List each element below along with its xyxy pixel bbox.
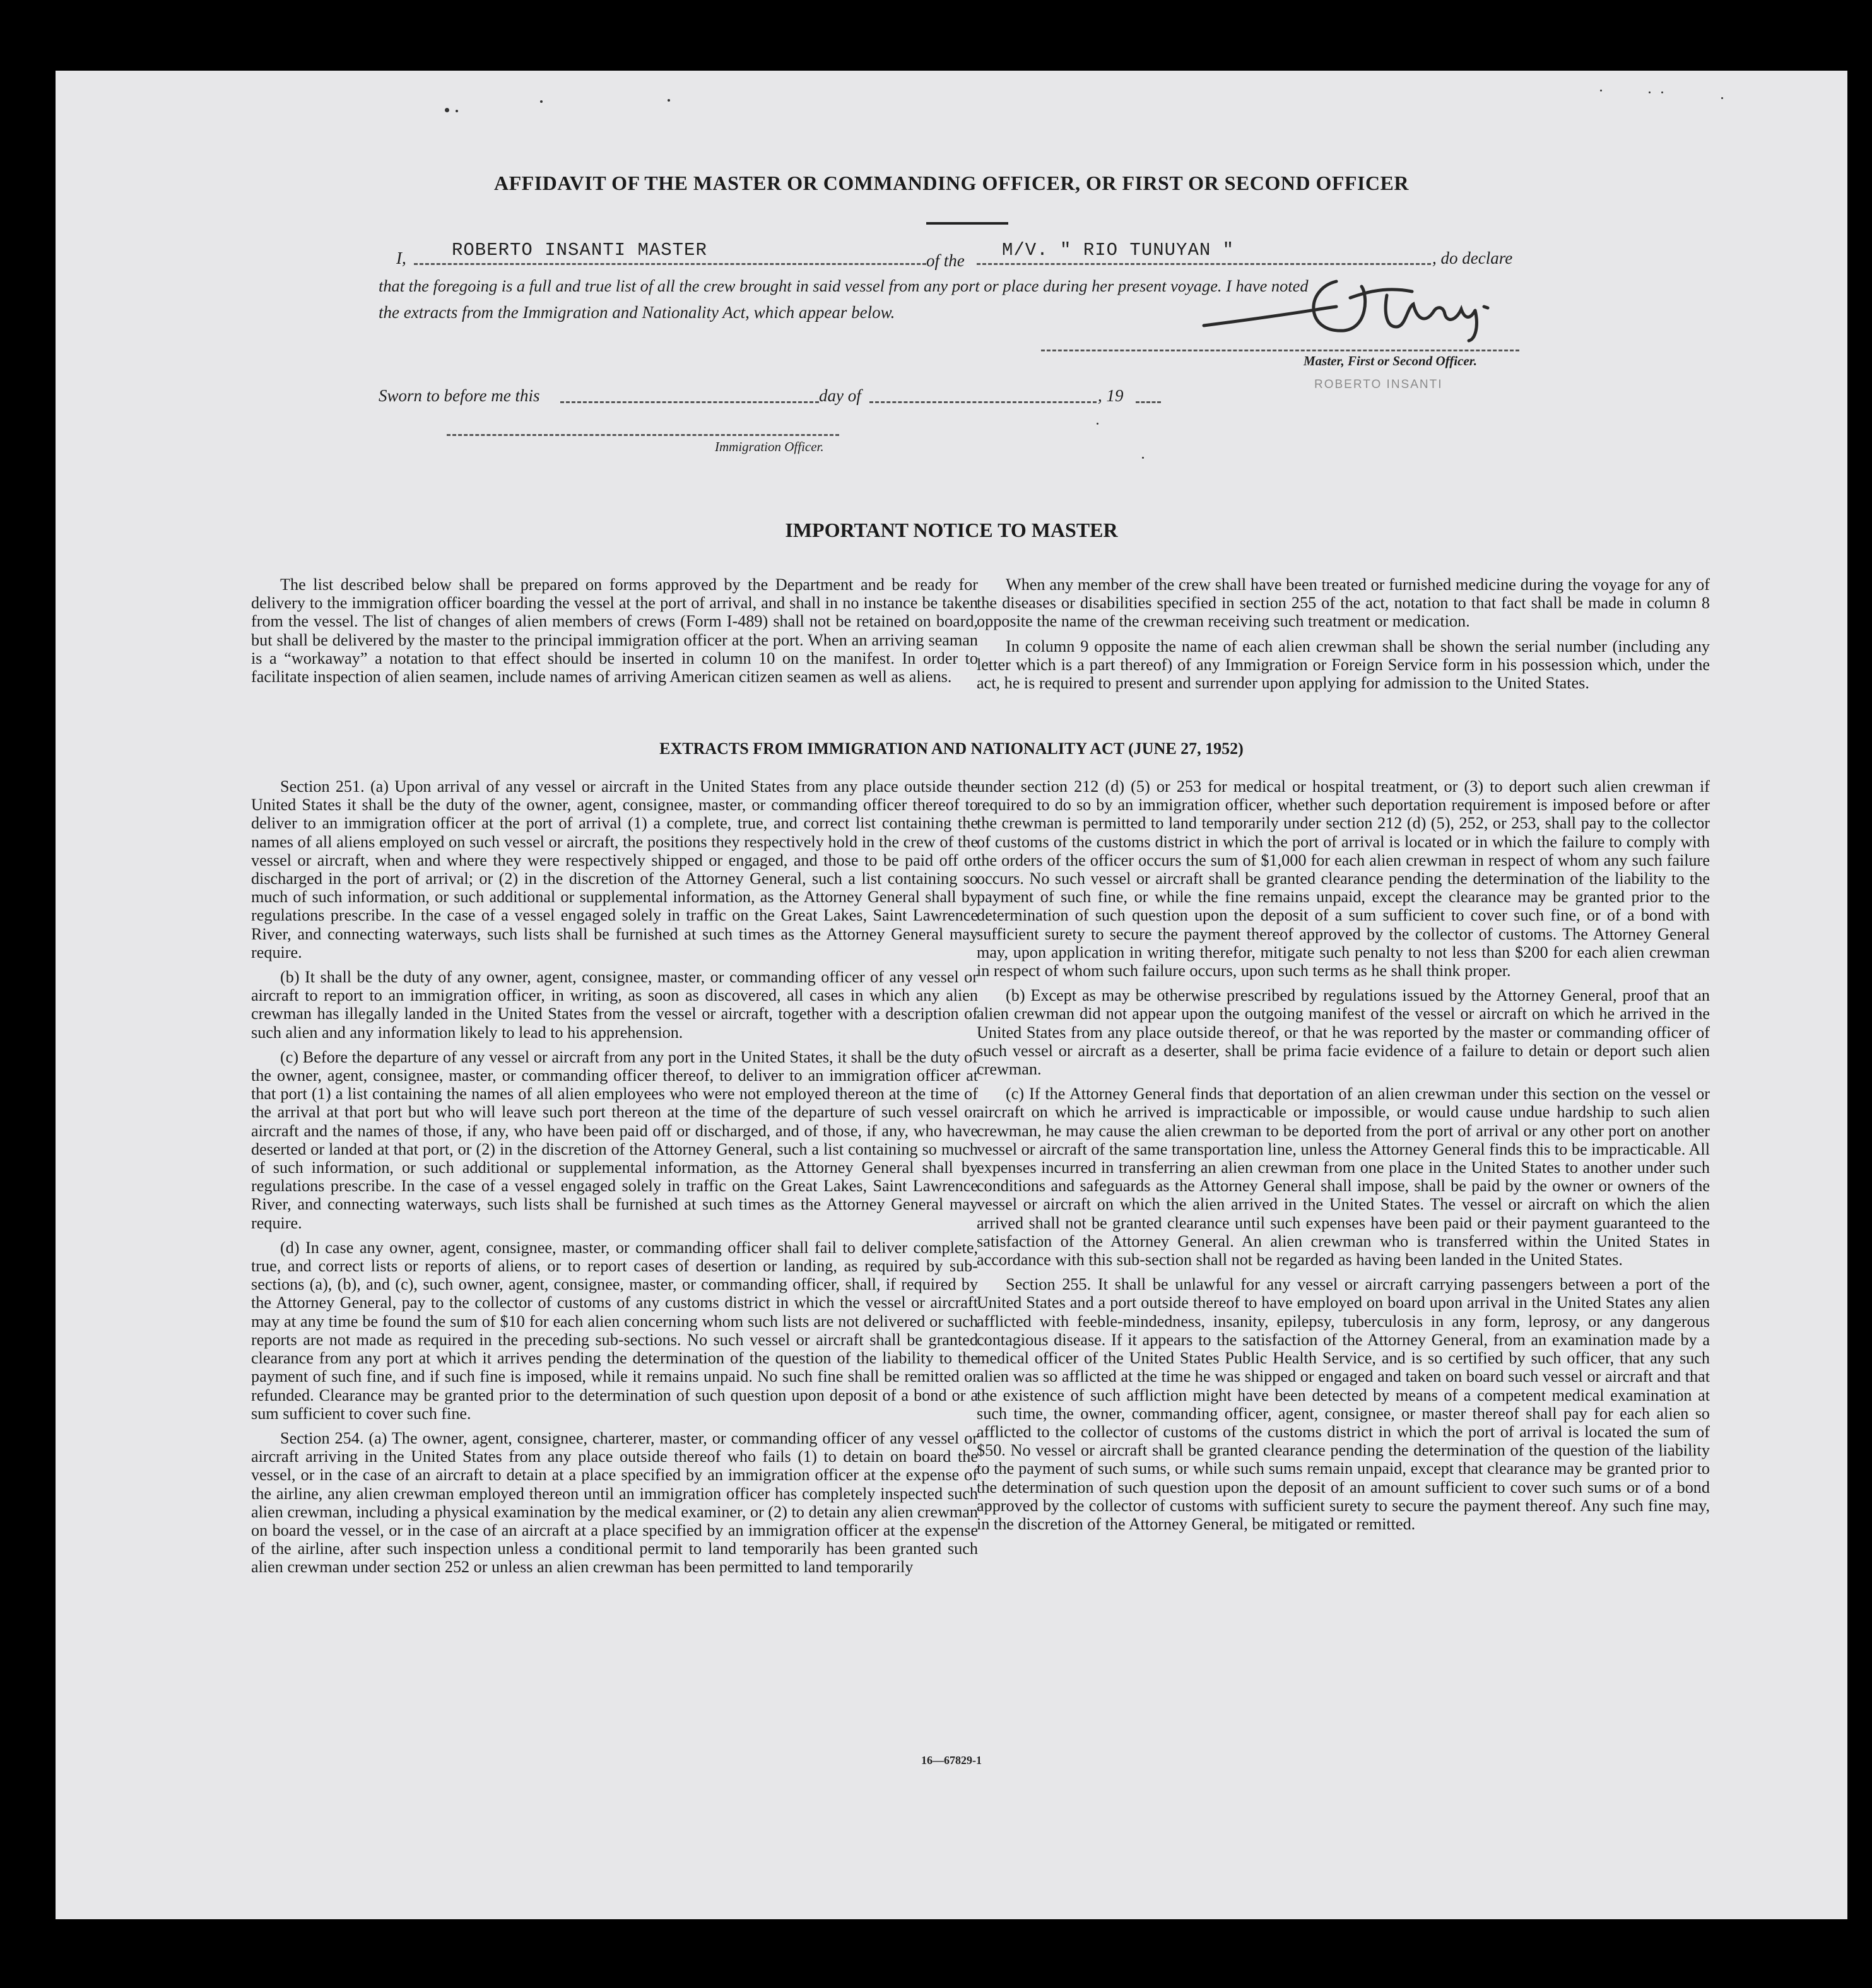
- year-label: , 19: [1098, 386, 1124, 405]
- act-paragraph: Section 255. It shall be unlawful for any vessel or aircraft carrying passengers between a port of the United States and a port outside thereof to have employed on board upon arrival in the United States any alien afflicted with feeble-mindedness, insanity, epilepsy, tuberculosis in any form, leprosy, or any dangerous contagious disease. If it appears to the satisfaction of the Attorney General, from an examination made by a medical officer of the United States Public Health Service, and is so certified by such officer, that any such alien was so afflicted at the time he was shipped or engaged and taken on board such vessel or aircraft and that the existence of such affliction might have been detected by means of a competent medical examination at such time, the owner, commanding officer, agent, consignee, or master thereof shall pay for each alien so afflicted to the collector of customs of the customs district in which the port of arrival is located the sum of $50. No vessel or aircraft shall be granted clearance pending the determination of the question of the liability to the payment of such sums, or while such sums remain unpaid, except that clearance may be granted prior to the determination of such question upon the deposit of an amount sufficient to cover such sums or of a bond approved by the collector of customs with sufficient surety to secure the payment thereof. Any such fine may, in the discretion of the Attorney General, be mitigated or remitted.: [977, 1275, 1710, 1533]
- notice-title: IMPORTANT NOTICE TO MASTER: [785, 519, 1118, 541]
- vessel-name-field: M/V. " RIO TUNUYAN ": [1002, 240, 1235, 261]
- notice-paragraph: In column 9 opposite the name of each alien crewman shall be shown the serial number (including any letter which is a part thereof) of any Immigration or Foreign Service form in his possession which, under the act, he is required to present and surrender upon applying for admission to the United States.: [977, 637, 1710, 693]
- act-paragraph: (d) In case any owner, agent, consignee, master, or commanding officer shall fail to deliver complete, true, and correct lists or reports of aliens, or to report cases of desertion or landing, as required by sub-sections (a), (b), and (c), such owner, agent, consignee, master, or commanding officer, shall, if required by the Attorney General, pay to the collector of customs of any customs district in which the vessel or aircraft may at any time be found the sum of $10 for each alien concerning whom such lists are not delivered or such reports are not made as required in the preceding sub-sections. No such vessel or aircraft shall be granted clearance from any port at which it arrives pending the determination of the question of the liability to the payment of such fine, and if such fine is imposed, while it remains unpaid. No such fine shall be remitted or refunded. Clearance may be granted prior to the determination of such question upon deposit of a bond or a sum sufficient to cover such fine.: [251, 1238, 978, 1423]
- affidavit-title: AFFIDAVIT OF THE MASTER OR COMMANDING OFFICER, OR FIRST OR SECOND OFFICER: [494, 172, 1409, 194]
- extracts-title: EXTRACTS FROM IMMIGRATION AND NATIONALITY ACT (JUNE 27, 1952): [659, 739, 1244, 758]
- immigration-officer-line: [447, 434, 839, 436]
- act-paragraph: (c) If the Attorney General finds that deportation of an alien crewman under this section on the vessel or aircraft on which he arrived is impracticable or impossible, or would cause undue hardship to such alien crewman, he may cause the alien crewman to be deported from the port of arrival or any other port on another vessel or aircraft of the same transportation line, unless the Attorney General finds this to be impracticable. All expenses incurred in transferring an alien crewman from one place in the United States to another under such conditions and safeguards as the Attorney General shall impose, shall be paid by the owner or owners of the vessel or aircraft on which the alien arrived in the United States. The vessel or aircraft on which the alien arrived shall not be granted clearance until such expenses have been paid or their payment guaranteed to the satisfaction of the Attorney General. An alien crewman who is transferred within the United States in accordance with this sub-section shall not be regarded as having been landed in the United States.: [977, 1085, 1710, 1269]
- statement-line-2: the extracts from the Immigration and Nationality Act, which appear below.: [379, 303, 895, 322]
- notice-right-column: [977, 575, 1710, 698]
- extracts-right-column: [977, 777, 1710, 1539]
- document-page: [56, 71, 1847, 1919]
- notice-paragraph: The list described below shall be prepared on forms approved by the Department and be ready for delivery to the immigration officer boarding the vessel at the port of arrival, and shall in no instance be taken from the vessel. The list of changes of alien members of crews (Form I-489) shall not be retained on board, but shall be delivered by the master to the principal immigration officer at the port. When an arriving seaman is a “workaway” a notation to that effect should be inserted in column 10 on the manifest. In order to facilitate inspection of alien seamen, include names of arriving American citizen seamen as well as aliens.: [251, 575, 978, 686]
- extracts-left-column: [251, 777, 978, 1583]
- form-number: 16—67829-1: [921, 1754, 982, 1767]
- master-signature: [1179, 270, 1532, 346]
- officer-stamp: ROBERTO INSANTI: [1314, 378, 1443, 391]
- scan-speck: [456, 110, 458, 112]
- scan-speck: [1142, 457, 1144, 459]
- act-paragraph: under section 212 (d) (5) or 253 for medical or hospital treatment, or (3) to deport such alien crewman if required to do so by an immigration officer, whether such deportation requirement is imposed before or after the crewman is permitted to land temporarily under section 212 (d) (5), 252, or 253, shall pay to the collector of customs of the customs district in which the port of arrival is located or in which the failure to comply with the orders of the officer occurs the sum of $1,000 for each alien crewman in respect of whom any such failure occurs. No such vessel or aircraft shall be granted clearance pending the determination of the liability to the payment of such fine, or while the fine remains unpaid, except the clearance may be granted prior to the determination of such question upon the deposit of a sum sufficient to cover such fine, or of a bond with sufficient surety to secure the payment thereof approved by the collector of customs. The Attorney General may, upon application in writing therefor, mitigate such penalty to not less than $200 for each alien crewman in respect of whom such failure occurs, upon such terms as he shall think proper.: [977, 777, 1710, 980]
- notice-paragraph: When any member of the crew shall have been treated or furnished medicine during the voyage for any of the diseases or disabilities specified in section 255 of the act, notation to that fact shall be made in column 8 opposite the name of the crewman receiving such treatment or medication.: [977, 575, 1710, 631]
- scan-speck: [668, 99, 670, 102]
- i-label: I,: [396, 249, 406, 268]
- act-paragraph: (b) It shall be the duty of any owner, agent, consignee, master, or commanding officer of any vessel or aircraft to report to an immigration officer, in writing, as soon as discovered, all cases in which any alien crewman has illegally landed in the United States from the vessel or aircraft, together with a description of such alien and any information likely to lead to his apprehension.: [251, 968, 978, 1042]
- sworn-day-line: [560, 401, 819, 403]
- vessel-line: [977, 263, 1431, 265]
- scan-speck: [1721, 97, 1723, 99]
- act-paragraph: (c) Before the departure of any vessel or aircraft from any port in the United States, it shall be the duty of the owner, agent, consignee, master, or commanding officer thereof, to deliver to an immigration officer at that port (1) a list containing the names of all alien employees who were not employed thereon at the time of the arrival at that port but who will leave such port thereon at the time of the departure of such vessel or aircraft and the names of those, if any, who have been paid off or discharged, and of those, if any, who have deserted or landed at that port, or (2) in the discretion of the Attorney General, such a list containing so much of such information, or such additional or supplemental information, as the Attorney General shall by regulations prescribe. In the case of a vessel engaged solely in traffic on the Great Lakes, Saint Lawrence River, and connecting waterways, such lists shall be furnished at such times as the Attorney General may require.: [251, 1047, 978, 1232]
- signature-line: [1041, 350, 1519, 351]
- scan-speck: [1600, 90, 1602, 91]
- act-paragraph: Section 254. (a) The owner, agent, consignee, charterer, master, or commanding officer of any vessel or aircraft arriving in the United States from any place outside thereof who fails (1) to detain on board the vessel, or in the case of an aircraft to detain at a place specified by an immigration officer at the expense of the airline, any alien crewman employed thereon until an immigration officer has completely inspected such alien crewman, including a physical examination by the medical examiner, or (2) to detain any alien crewman on board the vessel, or in the case of an aircraft at a place specified by an immigration officer at the expense of the airline, after such inspection unless a conditional permit to land temporarily has been granted such alien crewman under section 252 or unless an alien crewman has been permitted to land temporarily: [251, 1428, 978, 1577]
- immigration-officer-label: Immigration Officer.: [715, 439, 824, 454]
- statement-line-1: that the foregoing is a full and true list of all the crew brought in said vessel from any port or place during her present voyage. I have noted: [379, 276, 1309, 295]
- title-rule: [926, 222, 1008, 225]
- scan-speck: [540, 100, 543, 103]
- act-paragraph: (b) Except as may be otherwise prescribed by regulations issued by the Attorney General, proof that an alien crewman did not appear upon the outgoing manifest of the vessel or aircraft on which he arrived in the United States from any place outside thereof, or that he was reported by the master or commanding officer of such vessel or aircraft as a deserter, shall be prima facie evidence of a failure to detain or deport such alien crewman.: [977, 986, 1710, 1079]
- act-paragraph: Section 251. (a) Upon arrival of any vessel or aircraft in the United States from any place outside the United States it shall be the duty of the owner, agent, consignee, master, or commanding officer thereof to deliver to an immigration officer at the port of arrival (1) a complete, true, and correct list containing the names of all aliens employed on such vessel or aircraft, the positions they respectively hold in the crew of the vessel or aircraft, when and where they were respectively shipped or engaged, and those to be paid off or discharged in the port of arrival; or (2) in the discretion of the Attorney General, such a list containing so much of such information, or such additional or supplemental information, as the Attorney General shall by regulations prescribe. In the case of a vessel engaged solely in traffic on the Great Lakes, Saint Lawrence River, and connecting waterways, such lists shall be furnished at such times as the Attorney General may require.: [251, 777, 978, 962]
- do-declare-label: , do declare: [1432, 249, 1513, 268]
- year-line: [1136, 401, 1161, 403]
- master-name-field: ROBERTO INSANTI MASTER: [452, 240, 707, 261]
- scan-speck: [1097, 423, 1098, 425]
- sworn-label: Sworn to before me this: [379, 386, 540, 405]
- signature-title: Master, First or Second Officer.: [1304, 353, 1477, 368]
- month-line: [869, 401, 1097, 403]
- day-of-label: day of: [819, 386, 861, 405]
- notice-left-column: [251, 575, 978, 692]
- scan-speck: [1661, 91, 1663, 93]
- of-the-label: of the: [926, 251, 965, 270]
- scan-speck: [445, 108, 449, 112]
- name-line: [414, 263, 926, 265]
- scan-speck: [1649, 91, 1651, 93]
